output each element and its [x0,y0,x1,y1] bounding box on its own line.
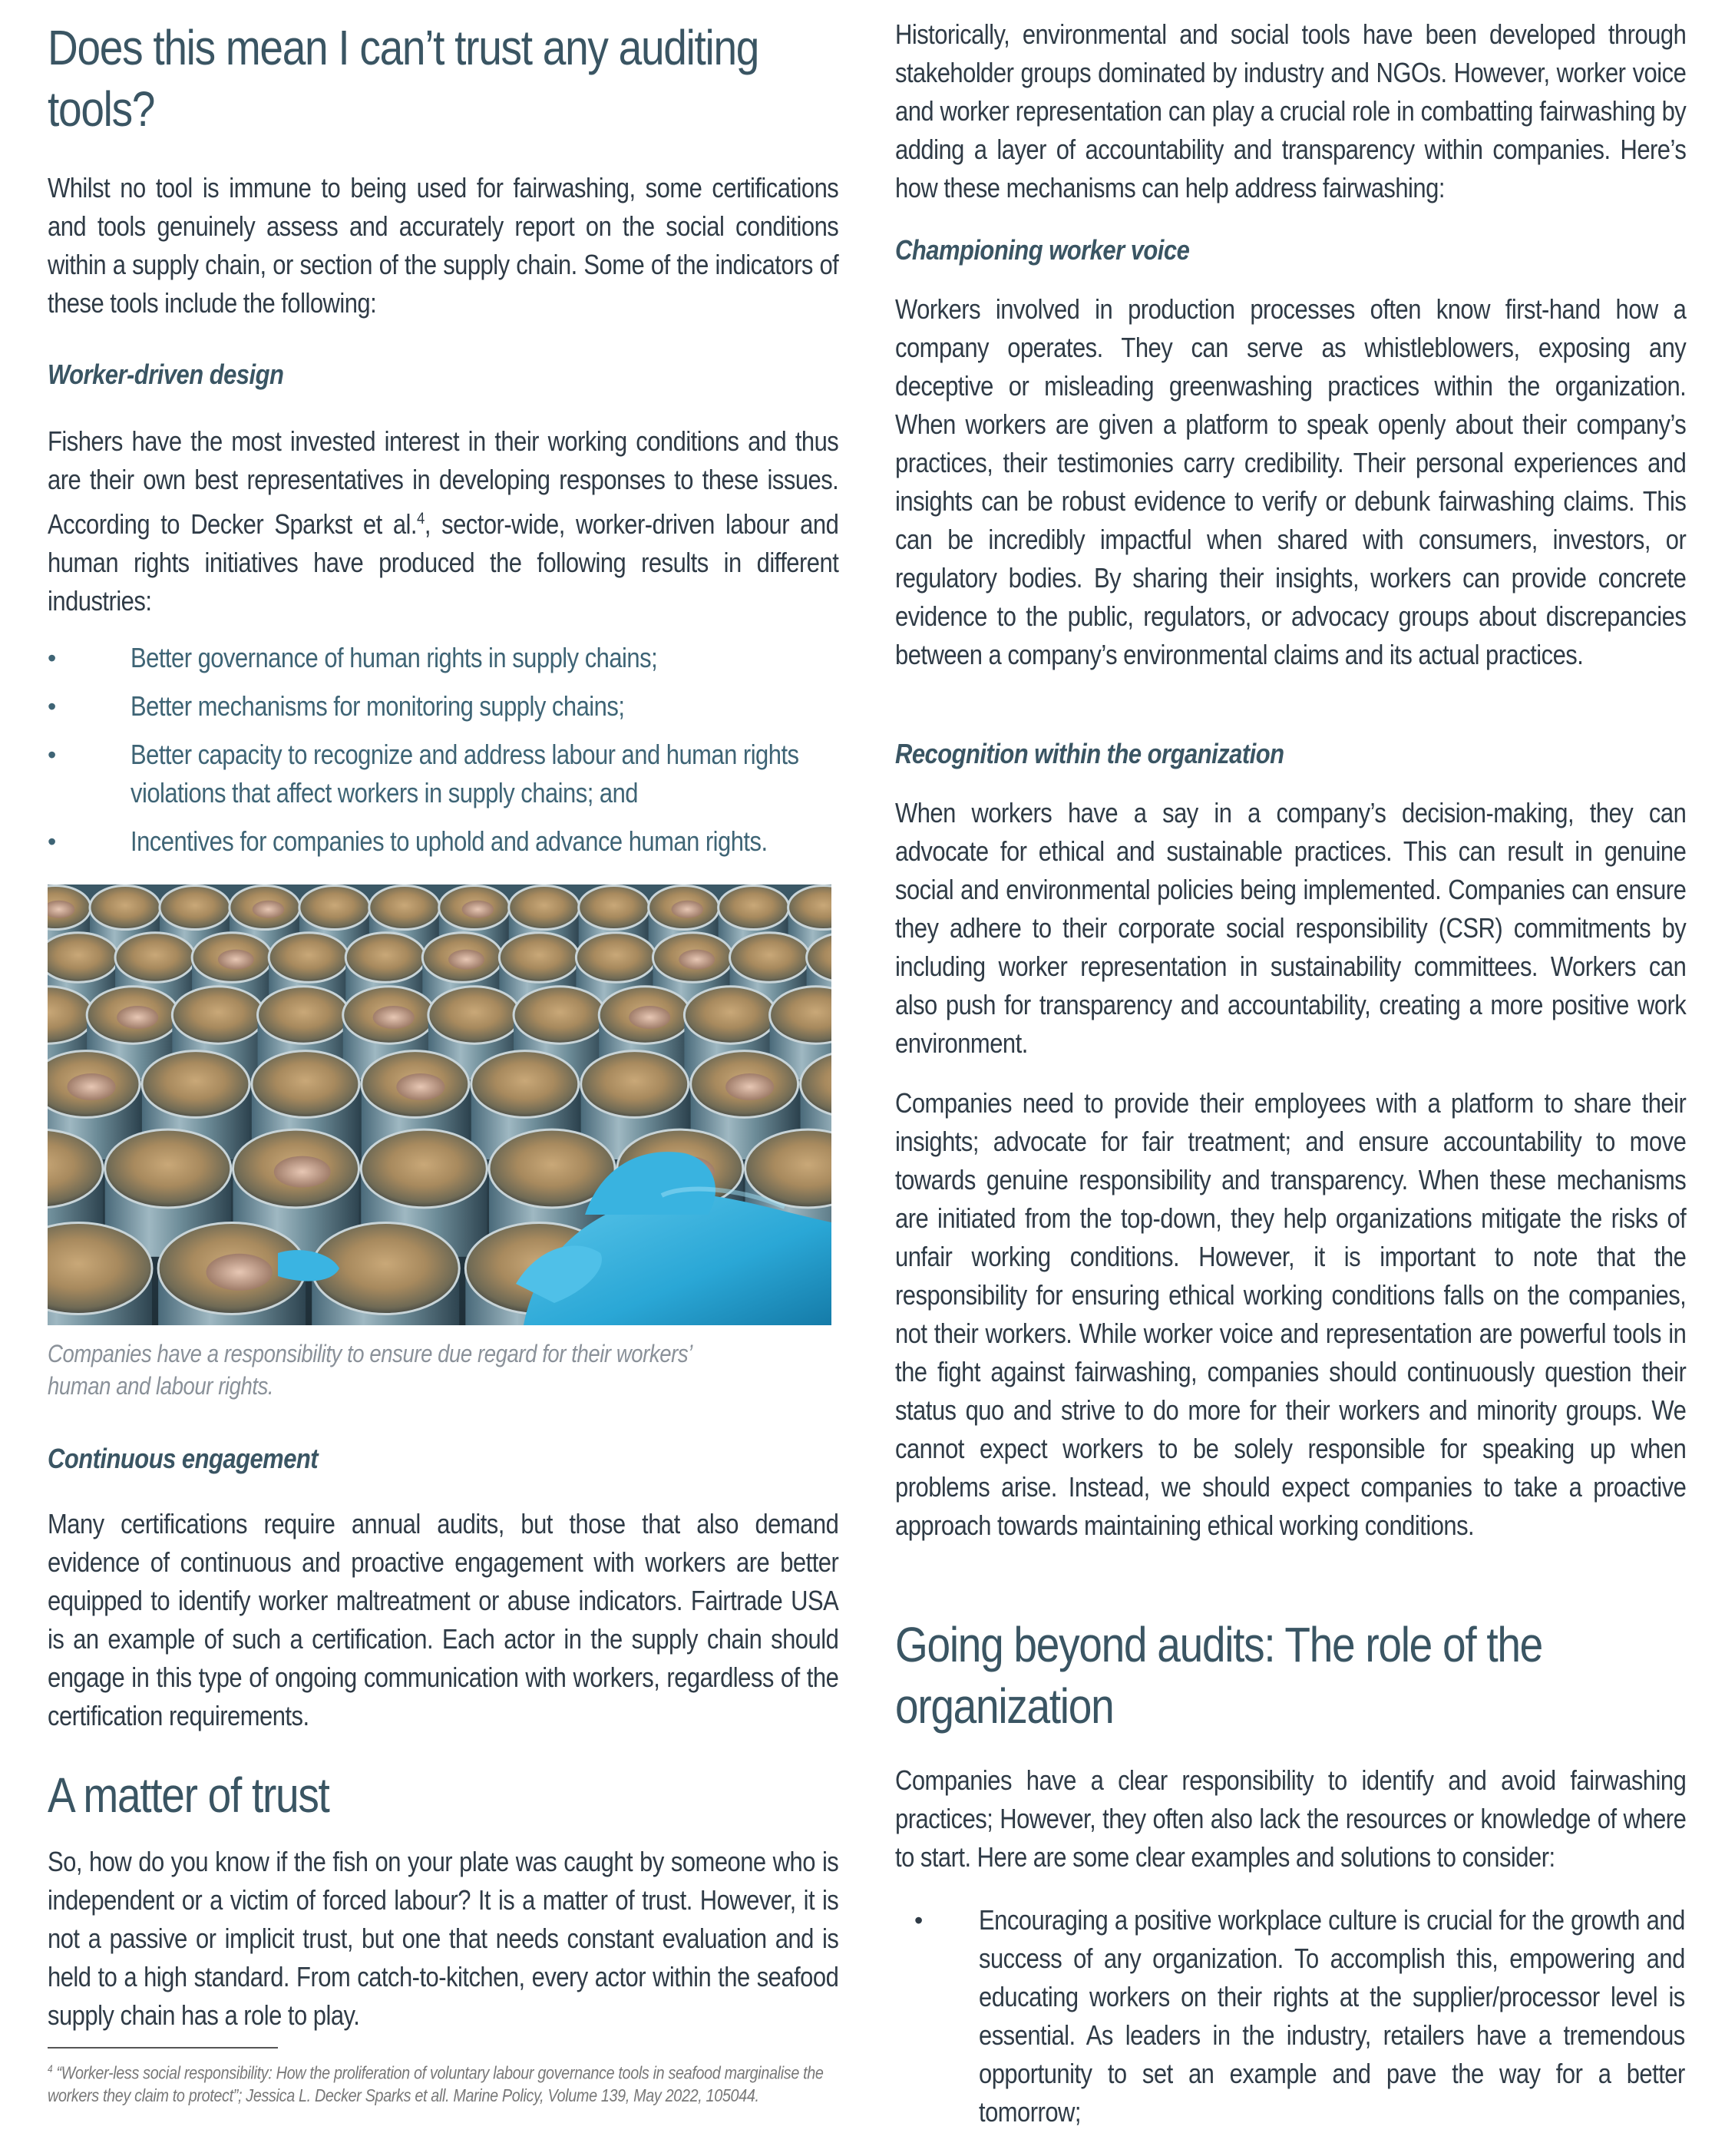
list-item: • Better governance of human rights in supply chains; [131,639,837,677]
can-top [471,1051,579,1118]
right-intro-paragraph: Historically, environmental and social tools have been developed through stakeholder groups dominated by industry and NGOs. However, worker voice and worker representation can play a crucial role in combatting fairwashing by adding a layer of accountability and transparency within companies. Here’s how these mechanisms can help address fairwashing: [895,18,1687,203]
bullet-icon: • [48,644,56,672]
heading-going-beyond-audits: Going beyond audits: The role of the organization [895,1617,1542,1734]
bullet-icon: • [48,693,56,720]
fish-piece [218,950,254,970]
can-top [361,1129,487,1208]
worker-driven-text-a: Fishers have the most invested interest in their working conditions and thus are their own best representatives in developing responses to these issues. According to Decker Sparkst et al. [48,425,839,540]
fish-piece [253,901,284,918]
fish-piece [117,1006,158,1029]
list-item: • Better capacity to recognize and address labour and human rights violations that affect workers in supply chains; and [131,736,837,812]
intro-paragraph: Whilst no tool is immune to being used for fairwashing, some certifications and tools genuinely assess and accurately report on the social conditions within a supply chain, or section of the supply chain. Some of the indicators of these tools include the following: [48,172,839,319]
footnote-text: “Worker-less social responsibility: How the proliferation of voluntary labour governance tools in seafood marginalise the workers they claim to protect”; Jessica L. Decker Sparks et all. Marine Policy, Volume 139, May 2022, 105044. [48,2062,824,2105]
can-top [369,885,440,929]
can-top [269,933,349,982]
fish-piece [725,1073,774,1100]
results-list [48,639,837,861]
solutions-list [914,1901,1687,2131]
trust-paragraph: So, how do you know if the fish on your plate was caught by someone who is independent or a victim of forced labour? It is a matter of trust. However, it is not a passive or implicit trust, but one that needs constant evaluation and is held to a high standard. From catch-to-kitchen, every actor within the seafood supply chain has a role to play. [48,1846,839,2031]
can-top [105,1129,231,1208]
can-top [48,933,118,982]
list-item: • Better mechanisms for monitoring supply chains; [131,687,837,726]
can-top [719,885,789,929]
subheading-championing-worker-voice: Championing worker voice [895,234,1190,266]
can-top [299,885,370,929]
heading-matter-of-trust: A matter of trust [48,1767,329,1823]
worker-voice-paragraph: Workers involved in production processes often know first-hand how a company operates. They can serve as whistleblowers, exposing any deceptive or misleading greenwashing practices within the organization. When workers are given a platform to speak openly about their company’s practices, their testimonies carry credibility. Their personal experiences and insights can be robust evidence to verify or debunk fairwashing claims. This can be incredibly impactful when shared with consumers, investors, or regulatory bodies. By sharing their insights, workers can provide concrete evidence to the public, regulators, or advocacy groups about discrepancies between a company’s environmental claims and its actual practices. [895,293,1687,670]
fish-piece [68,1073,116,1100]
subheading-continuous-engagement: Continuous engagement [48,1443,319,1474]
can-top [345,933,425,982]
can-top [172,987,264,1043]
can-top [428,987,520,1043]
fish-piece [207,1254,273,1291]
fish-piece [373,1006,415,1029]
continuous-engagement-paragraph: Many certifications require annual audits, but those that also demand evidence of continuous and proactive engagement with workers are better equipped to identify worker maltreatment or abuse indicators. Fairtrade USA is an example of such a certification. Each actor in the supply chain should engage in this type of ongoing communication with workers, regardless of the certification requirements. [48,1508,839,1731]
fish-piece [629,1006,670,1029]
can-top [509,885,580,929]
tuna-cans-photo [48,885,831,1325]
can-top [499,933,579,982]
can-top [576,933,656,982]
bullet-icon: • [48,741,56,769]
fish-piece [448,950,484,970]
fish-piece [462,901,494,918]
heading-trust-auditing-tools: Does this mean I can’t trust any auditing tools? [48,20,759,137]
bullet-icon: • [914,1906,923,1934]
fish-piece [672,901,703,918]
fish-piece [396,1073,444,1100]
list-item: • Encouraging a positive workplace culture is crucial for the growth and success of any organization. To accomplish this, empowering and educating workers on their rights at the supplier/processor level is essential. As leaders in the industry, retailers have a tremendous opportunity to set an example and pave the way for a better tomorrow; [979,1901,1687,2131]
can-top [730,933,810,982]
can-top [90,885,160,929]
worker-driven-text-b: , sector-wide, worker-driven labour and human rights initiatives have produced the following results in different industries: [48,508,839,617]
can-top [258,987,350,1043]
subheading-worker-driven-design: Worker-driven design [48,359,284,390]
subheading-recognition: Recognition within the organization [895,738,1284,769]
footnote [48,2058,838,2107]
footnote-divider [48,2047,278,2049]
fish-piece [679,950,715,970]
footnote-reference: 4 [417,508,425,527]
fish-piece [274,1156,331,1188]
can-top [684,987,776,1043]
can-top [142,1051,249,1118]
photo-caption: Companies have a responsibility to ensure due regard for their workers’ human and labour rights. [48,1340,692,1400]
worker-driven-paragraph [48,422,838,620]
can-top [115,933,195,982]
footnote-number: 4 [48,2063,53,2075]
can-top [581,1051,689,1118]
can-top [579,885,649,929]
companies-need-paragraph: Companies need to provide their employees with a platform to share their insights; advocate for fair treatment; and ensure accountability to move towards genuine responsibility and transparency. When these mechanisms are initiated from the top-down, they help organizations mitigate the risks of unfair working conditions. However, it is important to note that the responsibility for ensuring ethical working conditions falls on the companies, not their workers. While worker voice and representation are powerful tools in the fight against fairwashing, companies should continuously question their status quo and strive to do more for their workers and minority groups. We cannot expect workers to be solely responsible for speaking up when problems arise. Instead, we should expect companies to take a proactive approach towards maintaining ethical working conditions. [895,1087,1687,1541]
can-top [252,1051,359,1118]
tuna-cans-illustration [48,885,831,1325]
bullet-icon: • [48,828,56,855]
can-top [514,987,606,1043]
beyond-audits-paragraph: Companies have a clear responsibility to identify and avoid fairwashing practices; However, they often also lack the resources or knowledge of where to start. Here are some clear examples and solutions to consider: [895,1764,1687,1873]
list-item: • Incentives for companies to uphold and advance human rights. [131,822,837,861]
recognition-paragraph: When workers have a say in a company’s decision-making, they can advocate for ethical and sustainable practices. This can result in genuine social and environmental policies being implemented. Companies can ensure they adhere to their corporate social responsibility (CSR) commitments by including worker representation in sustainability committees. Workers can also push for transparency and accountability, creating a more positive work environment. [895,797,1687,1059]
can-top [160,885,230,929]
